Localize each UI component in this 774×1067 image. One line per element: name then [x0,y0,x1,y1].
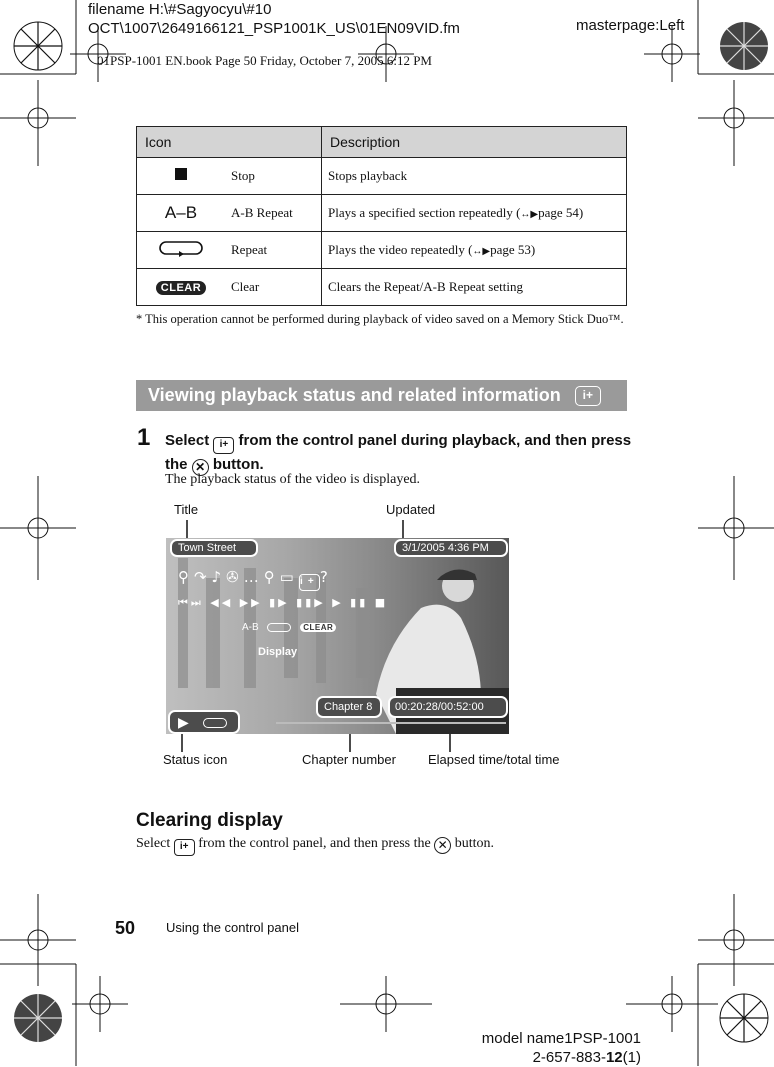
section-paragraph: Select i+ from the control panel, and then press the ✕ button. [136,836,494,856]
book-line: 01PSP-1001 EN.book Page 50 Friday, October 7, 2005 6:12 PM [97,53,432,68]
row-description: Stops playback [322,158,627,195]
clear-icon: CLEAR [300,623,336,632]
updated-date: 3/1/2005 4:36 PM [402,542,489,554]
model-label [461,1029,641,1067]
callout-chapter-number: Chapter number [302,752,396,767]
row-name: Stop [225,158,322,195]
ab-repeat-icon: A-B [242,622,259,633]
callout-title: Title [174,502,199,517]
updated-pill [394,539,508,557]
play-icon: ▶ [178,714,189,730]
control-panel-row-3 [242,622,336,633]
section-heading: Clearing display [136,810,283,831]
row-name: A-B Repeat [225,195,322,232]
footnote: * This operation cannot be performed during playback of video saved on a Memory Stick Duo™. [136,312,624,326]
repeat-icon [203,718,227,728]
row-name: Repeat [225,232,322,269]
title-pill [170,539,258,557]
callout-updated: Updated [386,502,436,517]
col-description-header: Description [322,127,627,158]
model-line-1: model name1PSP-1001 [481,1030,641,1047]
elapsed-time: 00:20:28/00:52:00 [395,701,484,713]
info-icon: i+ [174,839,195,856]
col-icon-header: Icon [137,127,322,158]
row-description: Plays a specified section repeatedly (↔▶page 54) [322,195,627,232]
control-panel-row-1: ⚲↷♪✇…⚲▭i+? [178,568,333,591]
step-result: The playback status of the video is displayed. [165,472,421,487]
display-label: Display [258,646,298,658]
clear-icon: CLEAR [137,269,226,306]
running-footer: Using the control panel [166,920,299,935]
info-icon: i+ [213,437,234,454]
filename-line-2: OCT\1007\2649166121_PSP1001K_US\01EN09VID.fm [88,20,460,37]
page-ref-arrow-icon: ↔▶ [472,246,491,257]
page-ref-arrow-icon: ↔▶ [520,209,539,220]
chapter-pill [316,696,382,718]
callout-status-icon: Status icon [163,752,228,767]
progress-bar [276,722,506,724]
row-description: Clears the Repeat/A-B Repeat setting [322,269,627,306]
cross-button-icon: ✕ [192,459,209,476]
step-instruction: Select i+ from the control panel during playback, and then press the ✕ button. [165,432,632,474]
filename-line-1: filename H:\#Sagyocyu\#10 [88,1,272,18]
masterpage-label: masterpage:Left [576,17,685,34]
row-description: Plays the video repeatedly (↔▶page 53) [322,232,627,269]
model-line-2: 2-657-883-12(1) [532,1049,641,1066]
info-icon: i+ [299,574,320,591]
status-icon-pill [168,710,240,734]
video-title: Town Street [178,542,237,554]
banner-title: Viewing playback status and related information [148,385,561,405]
info-icon: i+ [575,386,601,406]
page-number: 50 [115,918,136,938]
chapter-number: Chapter 8 [324,701,373,713]
repeat-icon [267,623,291,632]
control-panel-row-2: ⏮⏭ ◀◀ ▶▶ ▮▶ ▮▮▶ ▶ ▮▮ ■ [178,596,389,609]
cross-button-icon: ✕ [434,837,451,854]
row-name: Clear [225,269,322,306]
elapsed-pill [388,696,508,718]
ab-repeat-icon: A–B [137,195,226,232]
playback-screen [166,538,509,734]
callout-elapsed-time: Elapsed time/total time [428,752,560,767]
step-number: 1 [137,424,151,451]
